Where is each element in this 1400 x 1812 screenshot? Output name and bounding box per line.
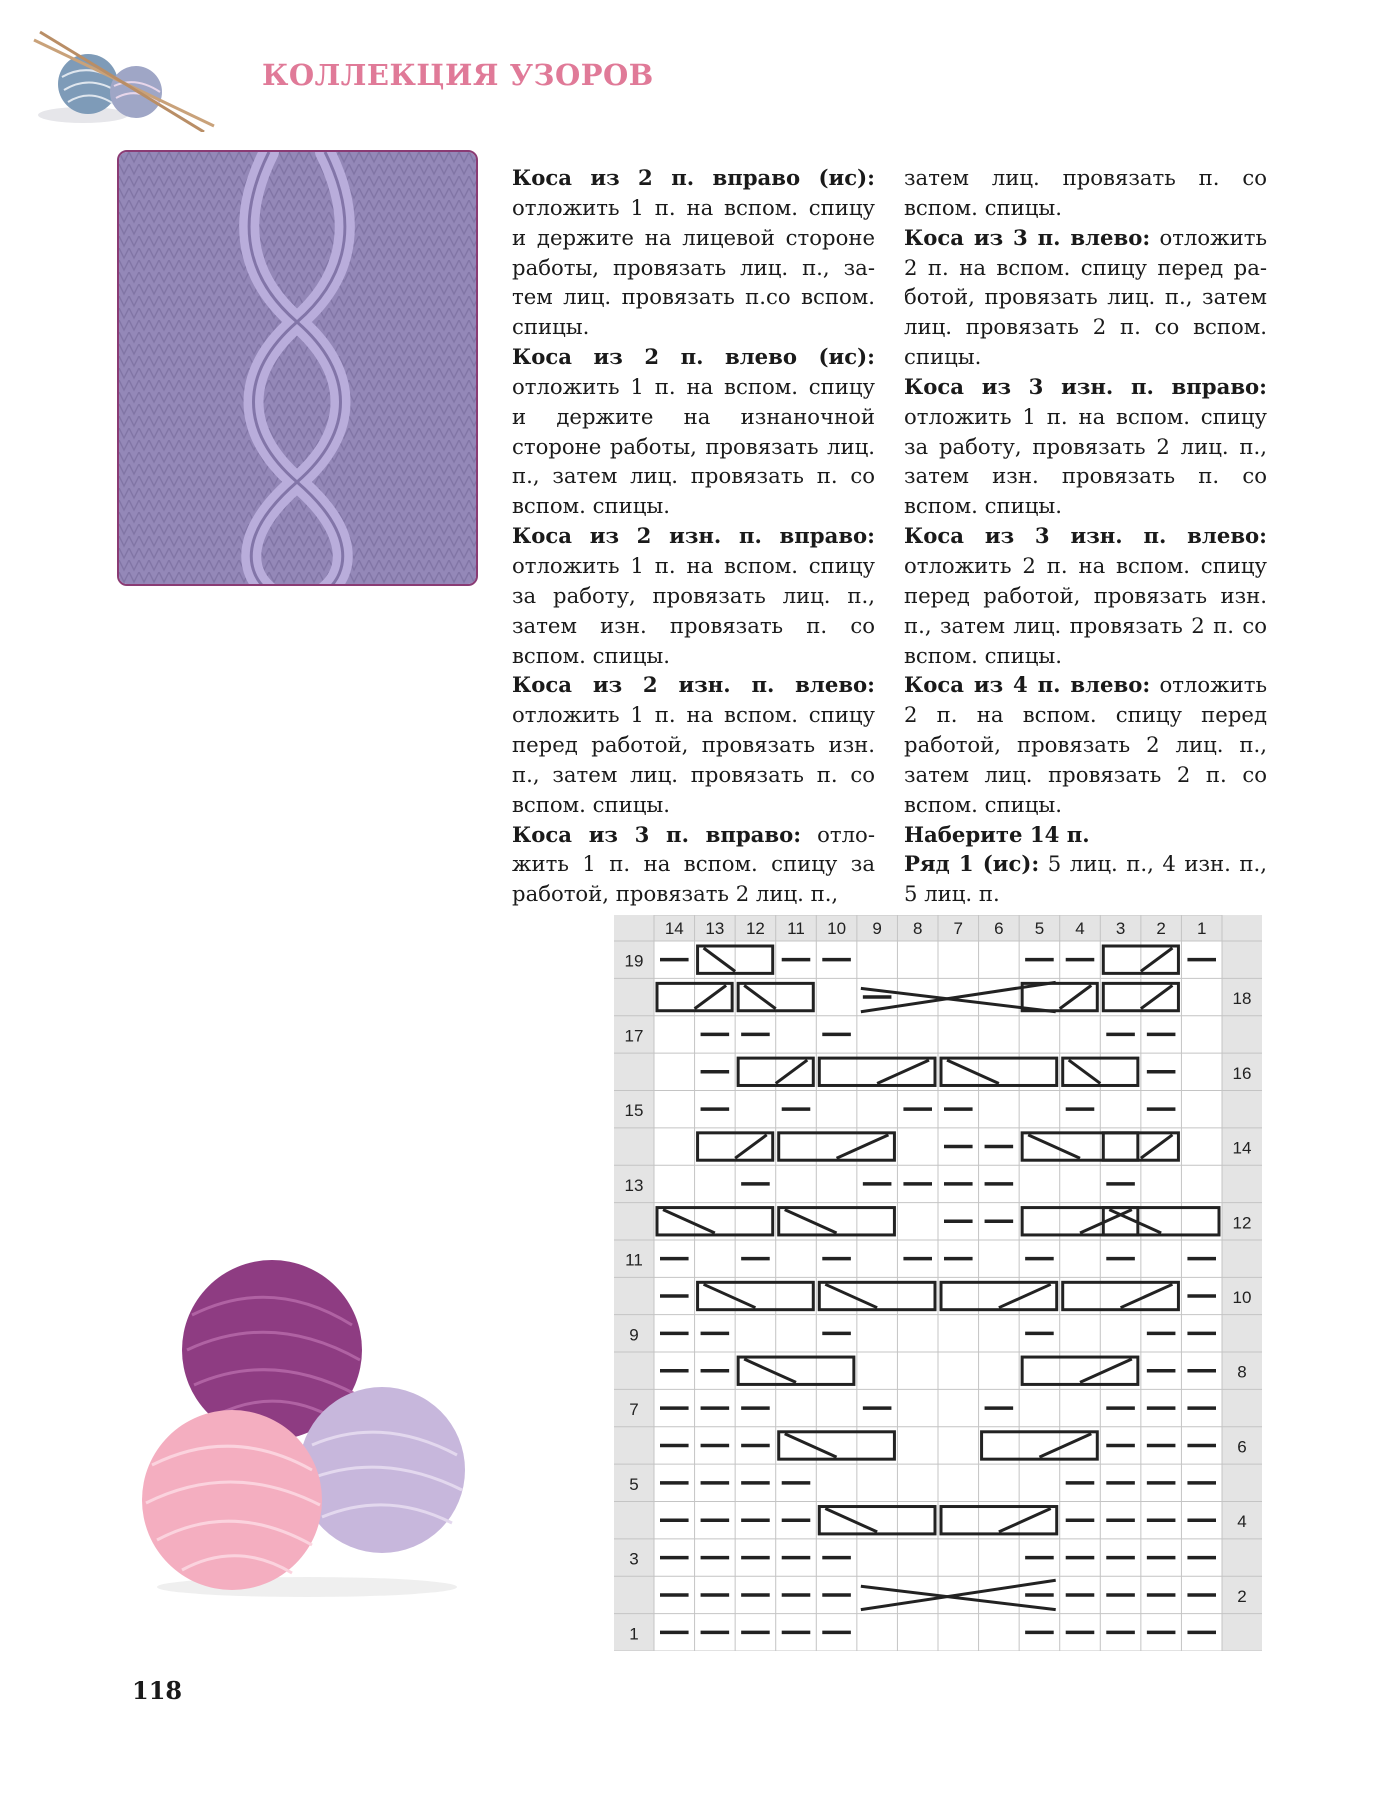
chart-row-label: 6: [1237, 1437, 1247, 1457]
chart-row-label: 18: [1232, 989, 1252, 1009]
chart-row-label: 9: [629, 1325, 639, 1345]
page-title: КОЛЛЕКЦИЯ УЗОРОВ: [262, 58, 654, 92]
knitted-cable-swatch-photo: [117, 150, 478, 586]
instruction-paragraph: Коса из 2 п. влево (ис): отложить 1 п. на вспом. спицу и держите на изнаночной стороне работы, провязать лиц. п., затем лиц. провязать п. со вспом. спицы.: [512, 344, 875, 519]
chart-row-label: 12: [1232, 1213, 1252, 1233]
instruction-continuation: затем лиц. провязать п. со вспом. спицы.: [904, 165, 1267, 220]
chart-row-label: 19: [624, 951, 644, 971]
chart-column-label: 9: [872, 919, 882, 938]
chart-row-label: 11: [625, 1250, 643, 1270]
chart-row-label: 16: [1232, 1063, 1252, 1083]
chart-row-label: 15: [624, 1101, 644, 1121]
chart-column-label: 5: [1034, 919, 1045, 938]
chart-row-label: 14: [1232, 1138, 1252, 1158]
chart-column-label: 10: [827, 919, 847, 938]
instruction-paragraph: Коса из 3 изн. п. влево: отложить 2 п. на вспом. спицу перед работой, провязать изн. п., затем лиц. провязать 2 п. со вспом. спицы.: [904, 523, 1267, 668]
yarn-balls-with-needles-icon: [28, 22, 218, 132]
instruction-term: Коса из 3 п. вправо:: [512, 821, 802, 847]
page-number: 118: [132, 1676, 183, 1705]
cast-on-instruction: Наберите 14 п.: [904, 821, 1090, 847]
instruction-term: Ряд 1 (ис):: [904, 851, 1040, 877]
instruction-term: Коса из 4 п. влево:: [904, 672, 1151, 698]
instruction-term: Коса из 2 п. влево (ис):: [512, 344, 875, 370]
instruction-paragraph: Коса из 2 изн. п. вправо: отложить 1 п. на вспом. спицу за работу, провязать лиц. п., затем изн. провязать п. со вспом. спицы.: [512, 523, 875, 668]
chart-column-label: 1: [1196, 919, 1207, 938]
chart-row-label: 2: [1237, 1586, 1247, 1606]
instruction-term: Коса из 2 п. вправо (ис):: [512, 165, 875, 190]
chart-column-label: 7: [953, 919, 964, 938]
stacked-yarn-balls-photo: [132, 1255, 477, 1600]
chart-column-label: 8: [912, 919, 923, 938]
chart-column-label: 4: [1075, 919, 1085, 938]
chart-row-label: 3: [629, 1549, 639, 1569]
instructions-column-2: [904, 163, 1267, 909]
chart-column-label: 12: [745, 919, 765, 938]
chart-row-label: 8: [1237, 1362, 1247, 1382]
chart-row-label: 4: [1237, 1512, 1247, 1532]
chart-column-label: 13: [705, 919, 725, 938]
chart-column-label: 2: [1156, 919, 1166, 938]
chart-row-label: 1: [629, 1624, 639, 1644]
chart-column-label: 14: [664, 919, 684, 938]
chart-row-label: 17: [624, 1026, 644, 1046]
chart-column-label: 11: [787, 919, 805, 938]
instruction-paragraph: Коса из 2 п. вправо (ис): отложить 1 п. на вспом. спицу и держите на лицевой стороне работы, провязать лиц. п., затем лиц. провязать п.со вспом. спицы.: [512, 165, 875, 340]
instructions-column-1: [512, 163, 875, 909]
instruction-paragraph: Коса из 2 изн. п. влево: отложить 1 п. на вспом. спицу перед работой, провязать изн. п., затем лиц. провязать п. со вспом. спицы.: [512, 672, 875, 817]
chart-row-label: 5: [629, 1474, 639, 1494]
instruction-term: Коса из 3 изн. п. вправо:: [904, 373, 1267, 399]
instruction-term: Коса из 3 изн. п. влево:: [904, 523, 1267, 549]
instruction-paragraph: Коса из 3 изн. п. вправо: отложить 1 п. на вспом. спицу за работу, провязать 2 лиц. п., затем изн. провязать п. со вспом. спицы.: [904, 373, 1267, 519]
instruction-term: Коса из 3 п. влево:: [904, 224, 1151, 250]
chart-row-label: 13: [624, 1175, 644, 1195]
instruction-term: Коса из 2 изн. п. вправо:: [512, 523, 875, 549]
instruction-paragraph: Коса из 4 п. влево: отложить 2 п. на вспом. спицу перед работой, провязать 2 лиц. п., затем лиц. провязать 2 п. со вспом. спицы.: [904, 672, 1268, 817]
instruction-paragraph: Коса из 3 п. вправо: отложить 1 п. на вспом. спицу за работой, провязать 2 лиц. п.,: [512, 821, 875, 907]
chart-column-label: 6: [994, 919, 1004, 938]
knitting-chart: [614, 915, 1262, 1651]
chart-row-label: 7: [629, 1400, 639, 1420]
instruction-term: Коса из 2 изн. п. влево:: [512, 672, 875, 698]
instruction-paragraph: Коса из 3 п. влево: отложить 2 п. на вспом. спицу перед работой, провязать лиц. п., затем лиц. провязать 2 п. со вспом. спицы.: [904, 224, 1268, 370]
chart-row-label: 10: [1232, 1288, 1252, 1307]
row-1-instruction: Ряд 1 (ис): 5 лиц. п., 4 изн. п., 5 лиц. п.: [904, 851, 1268, 907]
chart-column-label: 3: [1115, 919, 1126, 938]
